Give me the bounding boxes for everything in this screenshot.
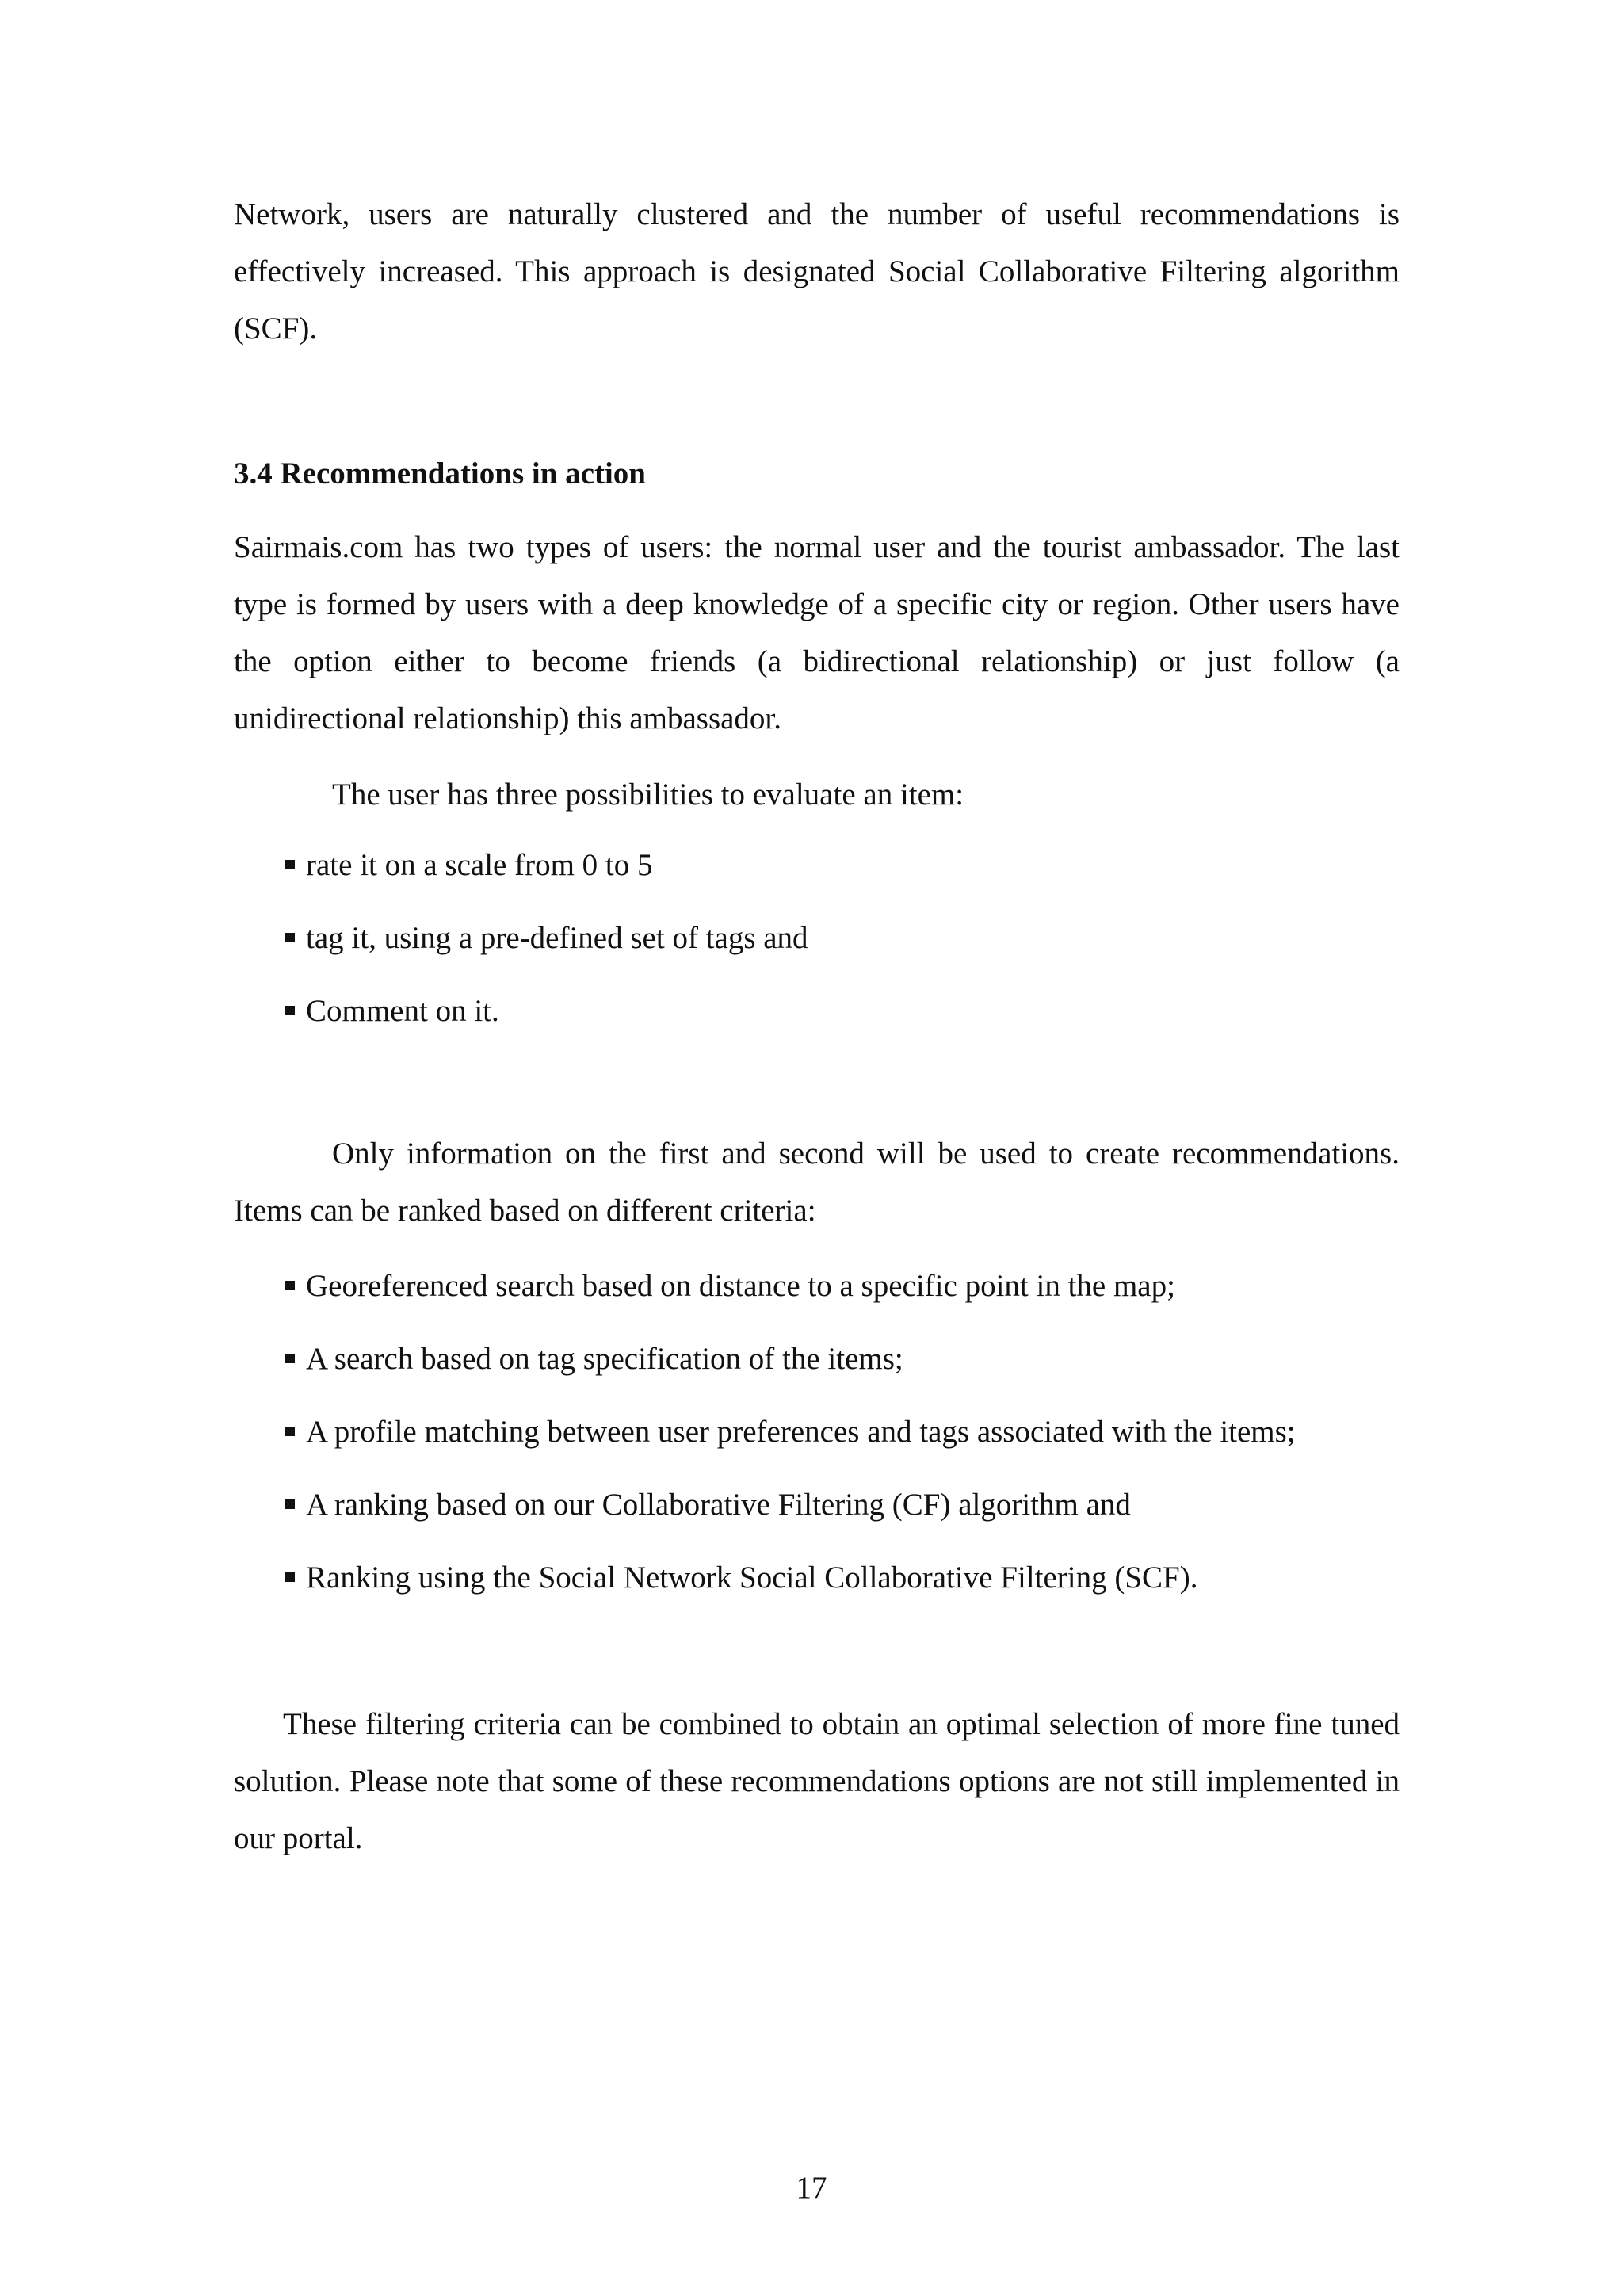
section-paragraph-4: These filtering criteria can be combined to obtain an optimal selection of more fine tuned solution. Please note that some of these recommendations options are not still implemented in our portal.: [234, 1707, 1400, 1855]
list-item: [234, 1481, 1400, 1554]
section-heading-block: [234, 450, 1400, 498]
list-item-text: rate it on a scale from 0 to 5: [306, 848, 653, 882]
list-item-text: A profile matching between user preferences and tags associated with the items;: [306, 1415, 1296, 1449]
intro-paragraph: Network, users are naturally clustered and the number of useful recommendations is effectively increased. This approach is designated Social Collaborative Filtering algorithm (SCF).: [234, 197, 1400, 346]
bullet-square-icon: [285, 1354, 295, 1363]
bullet-square-icon: [285, 1427, 295, 1436]
list-item-text: Georeferenced search based on distance to a specific point in the map;: [306, 1269, 1175, 1303]
evaluate-list-block: [234, 842, 1400, 1060]
bullet-square-icon: [285, 1281, 295, 1290]
bullet-square-icon: [285, 1006, 295, 1015]
list-item: [234, 1408, 1400, 1481]
section-paragraph-2: The user has three possibilities to evaluate an item:: [332, 777, 964, 812]
list-item-text: A ranking based on our Collaborative Filtering (CF) algorithm and: [306, 1488, 1131, 1522]
section-paragraph-3-block: [234, 1125, 1400, 1240]
criteria-list: [234, 1263, 1400, 1627]
section-paragraph-4-block: [234, 1696, 1400, 1867]
bullet-square-icon: [285, 1572, 295, 1582]
section-paragraph-2-block: [234, 766, 1400, 823]
criteria-list-block: [234, 1263, 1400, 1627]
bullet-square-icon: [285, 933, 295, 942]
list-item: [234, 842, 1400, 915]
list-item: [234, 1335, 1400, 1408]
section-paragraph-3: Only information on the first and second will be used to create recommendations. Items can be ranked based on different criteria:: [234, 1137, 1400, 1228]
list-item: [234, 1554, 1400, 1627]
list-item: [234, 988, 1400, 1060]
list-item: [234, 915, 1400, 988]
intro-block: [234, 186, 1400, 357]
section-title: 3.4 Recommendations in action: [234, 457, 646, 491]
section-paragraph-1-block: [234, 519, 1400, 747]
bullet-square-icon: [285, 1499, 295, 1509]
list-item: [234, 1263, 1400, 1335]
list-item-text: tag it, using a pre-defined set of tags and: [306, 921, 808, 955]
bullet-square-icon: [285, 860, 295, 869]
page-number: 17: [796, 2171, 827, 2205]
evaluate-list: [234, 842, 1400, 1060]
list-item-text: A search based on tag specification of the items;: [306, 1342, 903, 1376]
list-item-text: Ranking using the Social Network Social Collaborative Filtering (SCF).: [306, 1561, 1198, 1595]
section-paragraph-1: Sairmais.com has two types of users: the normal user and the tourist ambassador. The last type is formed by users with a deep knowledge of a specific city or region. Other users have the option either to become friends (a bidirectional relationship) or just follow (a unidirectional relationship) this ambassador.: [234, 530, 1400, 735]
list-item-text: Comment on it.: [306, 994, 499, 1028]
